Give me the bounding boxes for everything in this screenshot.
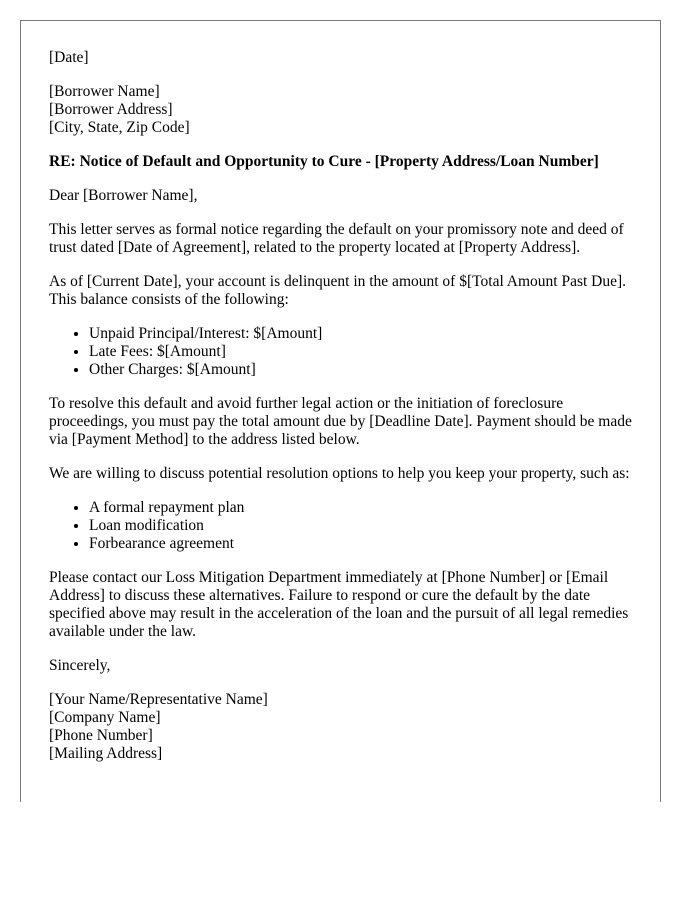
recipient-block xyxy=(49,83,639,137)
letter-body xyxy=(49,49,639,779)
recipient-city-state-zip: [City, State, Zip Code] xyxy=(49,119,190,136)
subject-line: RE: Notice of Default and Opportunity to Cure - [Property Address/Loan Number] xyxy=(49,153,599,170)
signature-address: [Mailing Address] xyxy=(49,745,163,762)
options-paragraph: We are willing to discuss potential resolution options to help you keep your property, such as: xyxy=(49,465,630,482)
signature-company: [Company Name] xyxy=(49,709,161,726)
resolution-options-list xyxy=(49,499,639,553)
letter-page xyxy=(20,20,661,802)
intro-paragraph: This letter serves as formal notice regarding the default on your promissory note and deed of trust dated [Date of Agreement], related to the property located at [Property Address]. xyxy=(49,221,624,256)
closing: Sincerely, xyxy=(49,657,111,674)
charges-list xyxy=(49,325,639,379)
salutation: Dear [Borrower Name], xyxy=(49,187,198,204)
list-item: • Late Fees: $[Amount] xyxy=(89,343,639,361)
contact-paragraph: Please contact our Loss Mitigation Department immediately at [Phone Number] or [Email Address] to discuss these alternatives. Failure to respond or cure the default by the date specified above may result in the acceleration of the loan and the pursuit of all legal remedies available under the law. xyxy=(49,569,629,640)
list-item: • Forbearance agreement xyxy=(89,535,639,553)
recipient-address: [Borrower Address] xyxy=(49,101,173,118)
letter-date: [Date] xyxy=(49,49,89,66)
balance-paragraph: As of [Current Date], your account is delinquent in the amount of $[Total Amount Past Due]. This balance consists of the following: xyxy=(49,273,627,308)
signature-name: [Your Name/Representative Name] xyxy=(49,691,268,708)
list-item: • Unpaid Principal/Interest: $[Amount] xyxy=(89,325,639,343)
list-item: • Loan modification xyxy=(89,517,639,535)
list-item: • A formal repayment plan xyxy=(89,499,639,517)
recipient-name: [Borrower Name] xyxy=(49,83,160,100)
signature-block xyxy=(49,691,639,763)
list-item: • Other Charges: $[Amount] xyxy=(89,361,639,379)
resolve-paragraph: To resolve this default and avoid further legal action or the initiation of foreclosure proceedings, you must pay the total amount due by [Deadline Date]. Payment should be made via [Payment Method] to the address listed below. xyxy=(49,395,632,448)
signature-phone: [Phone Number] xyxy=(49,727,153,744)
